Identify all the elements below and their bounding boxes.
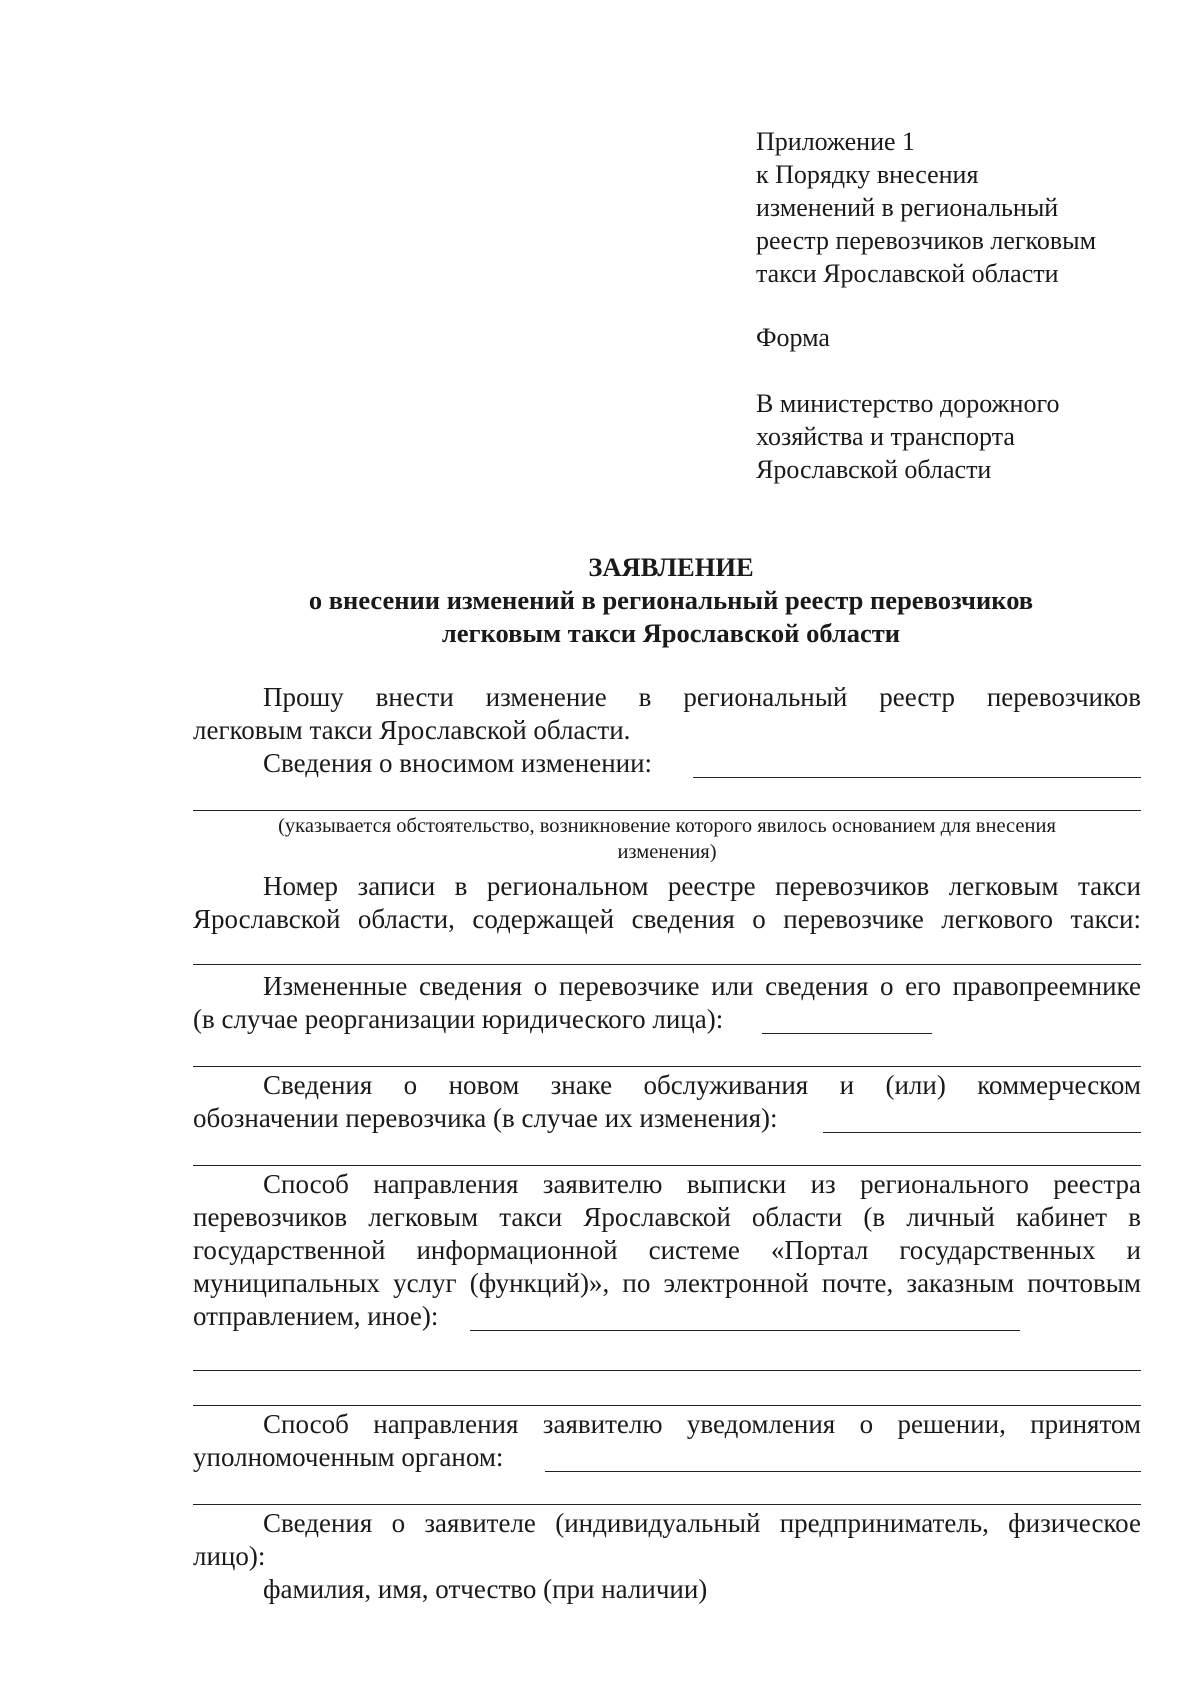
addressee-block <box>756 387 1176 486</box>
changed-info-line: Измененные сведения о перевозчике или сведения о его правопреемнике <box>263 971 1141 1001</box>
changed-info-line: (в случае реорганизации юридического лица): <box>193 1004 724 1034</box>
notice-method-line: уполномоченным органом: <box>193 1442 504 1472</box>
form-label-text: Форма <box>756 323 830 352</box>
applicant-info-line: лицо): <box>193 1541 266 1571</box>
appendix-line: изменений в региональный <box>756 193 1059 222</box>
change-info-field[interactable] <box>693 777 1141 778</box>
applicant-info-line: Сведения о заявителе (индивидуальный предприниматель, физическое <box>263 1508 1141 1538</box>
service-mark-field[interactable] <box>823 1132 1141 1133</box>
changed-info-field[interactable] <box>762 1033 932 1034</box>
document-subtitle-line: легковым такси Ярославской области <box>441 618 901 648</box>
extract-method-field-line3[interactable] <box>193 1405 1141 1406</box>
applicant-name-label: фамилия, имя, отчество (при наличии) <box>263 1574 708 1604</box>
form-label <box>756 321 1176 354</box>
appendix-line: реестр перевозчиков легковым <box>756 226 1097 255</box>
appendix-line: такси Ярославской области <box>756 259 1059 288</box>
extract-method-line: отправлением, иное): <box>193 1301 439 1331</box>
request-text-line: легковым такси Ярославской области. <box>193 715 631 745</box>
notice-method-field-line2[interactable] <box>193 1504 1141 1505</box>
extract-method-field[interactable] <box>470 1330 1020 1331</box>
document-heading: ЗАЯВЛЕНИЕ <box>588 552 754 582</box>
changed-info-field-line2[interactable] <box>193 1066 1141 1067</box>
record-number-line: Номер записи в региональном реестре перевозчиков легковым такси <box>263 871 1141 901</box>
service-mark-line: обозначении перевозчика (в случае их изменения): <box>193 1103 778 1133</box>
extract-method-field-line2[interactable] <box>193 1370 1141 1371</box>
addressee-line: В министерство дорожного <box>756 389 1060 418</box>
change-info-note-line: (указывается обстоятельство, возникновение которого явилось основанием для внесения <box>278 815 1056 837</box>
extract-method-line: Способ направления заявителю выписки из регионального реестра <box>263 1169 1141 1199</box>
extract-method-line: государственной информационной системе «Портал государственных и <box>193 1235 1141 1265</box>
change-info-note-line: изменения) <box>617 841 717 863</box>
service-mark-field-line2[interactable] <box>193 1165 1141 1166</box>
request-text-line: Прошу внести изменение в региональный реестр перевозчиков <box>263 682 1141 712</box>
change-info-label: Сведения о вносимом изменении: <box>263 748 653 778</box>
record-number-field[interactable] <box>193 964 1141 965</box>
document-subtitle-line: о внесении изменений в региональный реестр перевозчиков <box>308 585 1034 615</box>
addressee-line: хозяйства и транспорта <box>756 422 1015 451</box>
appendix-line: к Порядку внесения <box>756 160 979 189</box>
appendix-block <box>756 125 1176 290</box>
extract-method-line: муниципальных услуг (функций)», по электронной почте, заказным почтовым <box>193 1268 1141 1298</box>
notice-method-field[interactable] <box>545 1471 1141 1472</box>
record-number-line: Ярославской области, содержащей сведения о перевозчике легкового такси: <box>193 904 1141 934</box>
notice-method-line: Способ направления заявителю уведомления о решении, принятом <box>263 1409 1141 1439</box>
service-mark-line: Сведения о новом знаке обслуживания и (или) коммерческом <box>263 1070 1141 1100</box>
addressee-line: Ярославской области <box>756 455 992 484</box>
extract-method-line: перевозчиков легковым такси Ярославской области (в личный кабинет в <box>193 1202 1141 1232</box>
appendix-line: Приложение 1 <box>756 127 916 156</box>
change-info-field-line2[interactable] <box>193 810 1141 811</box>
